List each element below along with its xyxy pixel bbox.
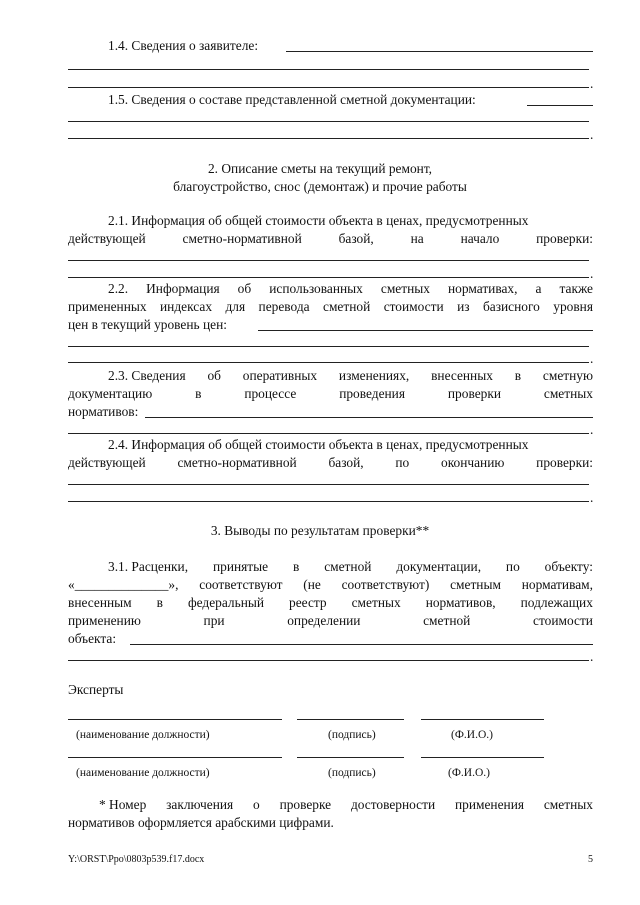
word: сметно-нормативной: [177, 455, 297, 470]
item-3-1-fill-line-2: [68, 660, 589, 661]
item-1-5-label: 1.5. Сведения о составе представленной сметной документации:: [108, 92, 476, 107]
expert-2-signature-line: [297, 757, 404, 758]
section-3-title: 3. Выводы по результатам проверки**: [210, 523, 430, 538]
word: внесенных: [431, 368, 493, 383]
item-1-5-fill-line: [527, 105, 593, 106]
item-1-4-fill-line-2: [68, 69, 589, 70]
item-2-2-line-1: [108, 281, 593, 297]
word: сметных: [543, 386, 593, 401]
footer-file-path: Y:\ORST\Ppo\0803p539.f17.docx: [68, 854, 205, 865]
item-2-3-line-1: [108, 368, 593, 384]
expert-2-position-caption: (наименование должности): [76, 767, 210, 779]
word: изменениях,: [338, 368, 410, 383]
item-2-3-line-2: [68, 386, 593, 402]
word: в: [195, 386, 202, 401]
word: заключения: [166, 797, 234, 812]
word: реестр: [289, 595, 327, 610]
word: сметной: [324, 559, 372, 574]
word: принятые: [212, 559, 269, 574]
word: проверки: [447, 386, 502, 401]
end-dot: .: [590, 422, 594, 437]
expert-2-position-line: [68, 757, 282, 758]
experts-heading: Эксперты: [68, 682, 124, 697]
word: начало: [460, 231, 500, 246]
word: о: [253, 797, 260, 812]
word: сметных: [351, 595, 401, 610]
word: нормативам,: [521, 577, 593, 592]
word: проведения: [339, 386, 406, 401]
expert-2-fio-line: [421, 757, 544, 758]
word: «______________»,: [68, 577, 179, 592]
item-2-1-fill-line-2: [68, 277, 589, 278]
word: по: [505, 559, 520, 574]
item-1-4-fill-line: [286, 51, 593, 52]
item-3-1-fill-line: [130, 644, 593, 645]
word: соответствуют): [341, 577, 430, 592]
item-2-2-fill-line-2: [68, 346, 589, 347]
page-number: 5: [588, 854, 593, 865]
end-dot: .: [590, 490, 594, 505]
word: при: [203, 613, 225, 628]
word: документацию: [68, 386, 153, 401]
expert-1-fio-caption: (Ф.И.О.): [451, 729, 493, 741]
word: стоимости: [533, 613, 593, 628]
word: применению: [68, 613, 141, 628]
word: сметной: [423, 613, 471, 628]
end-dot: .: [590, 351, 594, 366]
section-2-title-line-2: благоустройство, снос (демонтаж) и прочие работы: [173, 179, 467, 194]
word: соответствуют: [199, 577, 283, 592]
word: (не: [303, 577, 321, 592]
item-2-3-fill-line-2: [68, 433, 589, 434]
item-3-1-line-5: объекта:: [68, 631, 117, 646]
item-2-3-fill-line: [145, 417, 593, 418]
word: сметную: [542, 368, 593, 383]
word: достоверности: [350, 797, 436, 812]
word: проверке: [279, 797, 332, 812]
item-2-2-line-2: [68, 299, 593, 315]
item-2-2-fill-line-3: [68, 362, 589, 363]
item-1-5-fill-line-3: [68, 138, 589, 139]
word: действующей: [68, 455, 146, 470]
item-2-2-line-1-text: 2.2. Информация об использованных сметных нормативах, а также: [108, 281, 593, 296]
word: 3.1. Расценки,: [108, 559, 189, 574]
word: на: [410, 231, 424, 246]
word: об: [207, 368, 221, 383]
expert-1-signature-line: [297, 719, 404, 720]
word: проверки:: [536, 231, 593, 246]
word: оперативных: [242, 368, 318, 383]
item-2-4-line-2: [68, 455, 593, 471]
item-2-1-line-2: [68, 231, 593, 247]
item-2-2-line-2-text: примененных индексах для перевода сметной стоимости из базисного уровня: [68, 299, 593, 314]
item-2-1-line-1: 2.1. Информация об общей стоимости объекта в ценах, предусмотренных: [108, 213, 529, 228]
end-dot: .: [590, 649, 594, 664]
word: в: [156, 595, 163, 610]
word: подлежащих: [520, 595, 593, 610]
word: сметно-нормативной: [182, 231, 302, 246]
item-3-1-line-4: [68, 613, 593, 629]
word: по: [395, 455, 410, 470]
section-2-title-line-1: 2. Описание сметы на текущий ремонт,: [207, 161, 433, 176]
item-3-1-line-2: [68, 577, 593, 593]
word: базой,: [328, 455, 364, 470]
word: процессе: [244, 386, 297, 401]
item-2-1-fill-line: [68, 260, 589, 261]
end-dot: .: [590, 76, 594, 91]
item-2-4-fill-line: [68, 484, 589, 485]
item-1-4-fill-line-3: [68, 87, 589, 88]
end-dot: .: [590, 127, 594, 142]
expert-1-position-line: [68, 719, 282, 720]
word: федеральный: [187, 595, 265, 610]
expert-2-fio-caption: (Ф.И.О.): [448, 767, 490, 779]
word: 2.3. Сведения: [108, 368, 186, 383]
item-3-1-line-1: [108, 559, 593, 575]
expert-1-position-caption: (наименование должности): [76, 729, 210, 741]
item-1-5-fill-line-2: [68, 121, 589, 122]
item-2-2-line-3: цен в текущий уровень цен:: [68, 317, 227, 332]
word: * Номер: [99, 797, 147, 812]
word: проверки:: [536, 455, 593, 470]
word: в: [292, 559, 300, 574]
word: документации,: [396, 559, 482, 574]
word: объекту:: [544, 559, 593, 574]
item-1-4-label: 1.4. Сведения о заявителе:: [108, 38, 259, 53]
word: базой,: [338, 231, 374, 246]
word: применения: [454, 797, 525, 812]
item-3-1-line-3: [68, 595, 593, 611]
word: окончанию: [441, 455, 505, 470]
word: внесенным: [68, 595, 132, 610]
footnote-line-1: [99, 797, 593, 813]
item-2-4-line-1: 2.4. Информация об общей стоимости объекта в ценах, предусмотренных: [108, 437, 529, 452]
expert-2-signature-caption: (подпись): [328, 767, 376, 779]
end-dot: .: [590, 266, 594, 281]
word: в: [514, 368, 522, 383]
word: нормативов,: [425, 595, 496, 610]
expert-1-signature-caption: (подпись): [328, 729, 376, 741]
word: сметным: [450, 577, 501, 592]
item-2-2-fill-line: [258, 330, 593, 331]
word: действующей: [68, 231, 146, 246]
expert-1-fio-line: [421, 719, 544, 720]
word: сметных: [543, 797, 593, 812]
item-2-3-line-3: нормативов:: [68, 404, 139, 419]
footnote-line-2: нормативов оформляется арабскими цифрами.: [68, 815, 334, 830]
word: определении: [287, 613, 361, 628]
item-2-4-fill-line-2: [68, 501, 589, 502]
